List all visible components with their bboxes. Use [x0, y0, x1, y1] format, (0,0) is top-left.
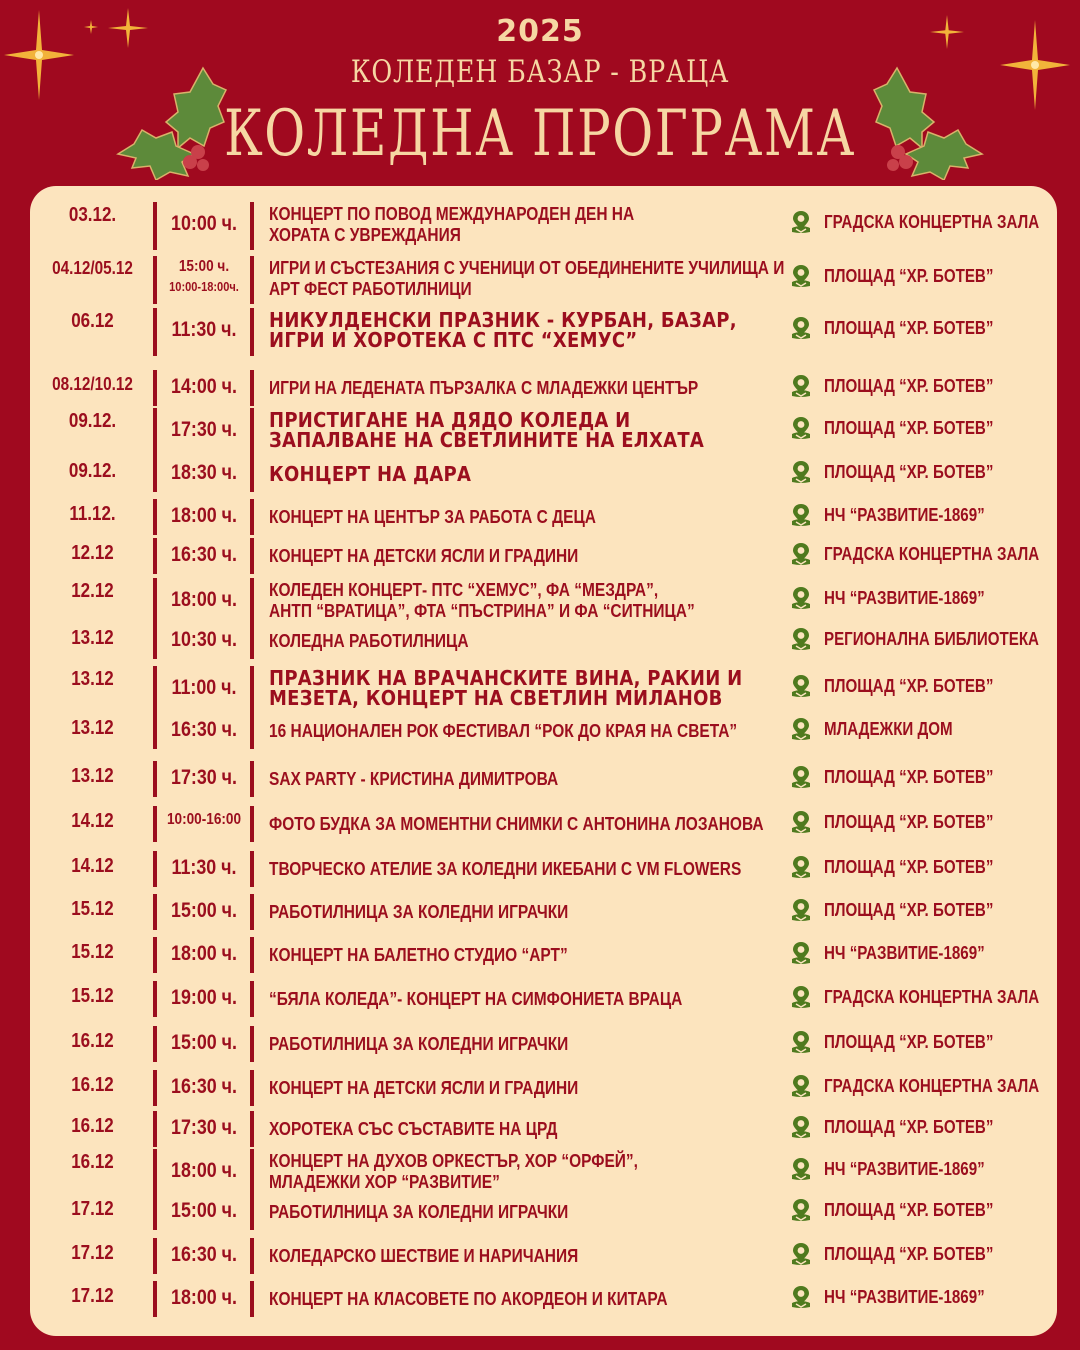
venue-label: ГРАДСКА КОНЦЕРТНА ЗАЛА [824, 986, 1040, 1007]
event-time: 10:00 ч. [171, 212, 237, 235]
schedule-row [30, 1281, 1057, 1317]
schedule-row [30, 1149, 1057, 1197]
event-time: 10:30 ч. [171, 628, 237, 651]
event-date: 17.12 [71, 1198, 114, 1220]
event-venue [790, 1030, 1055, 1054]
event-line: ХОРАТА С УВРЕЖДАНИЯ [269, 225, 461, 245]
event-line: КОНЦЕРТ НА ДЕТСКИ ЯСЛИ И ГРАДИНИ [269, 546, 579, 566]
divider [250, 623, 254, 659]
event-date: 13.12 [71, 717, 114, 739]
event-line: КОНЦЕРТ НА ДЕТСКИ ЯСЛИ И ГРАДИНИ [269, 1078, 579, 1098]
divider [153, 202, 157, 250]
divider [250, 578, 254, 626]
event-line: МЕЗЕТА, КОНЦЕРТ НА СВЕТЛИН МИЛАНОВ [269, 686, 723, 710]
event-date: 14.12 [71, 855, 114, 877]
map-pin-icon [790, 941, 812, 965]
map-pin-icon [790, 374, 812, 398]
event-venue [790, 542, 1055, 566]
divider [250, 1238, 254, 1274]
map-pin-icon [790, 316, 812, 340]
event-description [269, 721, 738, 742]
divider [250, 851, 254, 887]
event-description [269, 378, 716, 399]
event-date: 13.12 [71, 765, 114, 787]
event-venue [790, 416, 1055, 440]
schedule-row [30, 851, 1057, 887]
event-description [269, 769, 716, 790]
map-pin-icon [790, 1030, 812, 1054]
event-description [269, 546, 716, 567]
event-venue [790, 374, 1055, 398]
event-venue [790, 1115, 1055, 1139]
schedule-row [30, 1238, 1057, 1274]
event-description [269, 1151, 716, 1193]
event-line: КОЛЕДНА РАБОТИЛНИЦА [269, 631, 469, 651]
event-time: 17:30 ч. [171, 1116, 237, 1139]
event-line: РАБОТИЛНИЦА ЗА КОЛЕДНИ ИГРАЧКИ [269, 1202, 569, 1222]
schedule-row [30, 1194, 1057, 1230]
event-time-secondary: 10:00-18:00ч. [169, 279, 239, 294]
divider [250, 499, 254, 535]
map-pin-icon [790, 985, 812, 1009]
event-date: 09.12. [68, 460, 117, 482]
map-pin-icon [790, 416, 812, 440]
event-line: ИГРИ НА ЛЕДЕНАТА ПЪРЗАЛКА С МЛАДЕЖКИ ЦЕНТЪР [269, 378, 699, 398]
event-date: 13.12 [71, 627, 114, 649]
venue-label: ПЛОЩАД “ХР. БОТЕВ” [824, 417, 994, 438]
event-line: ИГРИ И ХОРОТЕКА С ПТС “ХЕМУС” [269, 328, 638, 352]
map-pin-icon [790, 765, 812, 789]
divider [153, 1070, 157, 1106]
event-venue [790, 627, 1055, 651]
event-time: 17:30 ч. [171, 418, 237, 441]
event-date: 12.12 [71, 542, 114, 564]
event-date: 06.12 [71, 310, 114, 332]
divider [153, 1281, 157, 1317]
schedule-row [30, 761, 1057, 797]
subtitle: КОЛЕДЕН БАЗАР - ВРАЦА [350, 54, 730, 90]
event-venue [790, 717, 1055, 741]
event-time: 16:30 ч. [171, 1243, 237, 1266]
venue-label: ГРАДСКА КОНЦЕРТНА ЗАЛА [824, 543, 1040, 564]
page-title: КОЛЕДНА ПРОГРАМА [224, 97, 856, 171]
event-date: 17.12 [71, 1242, 114, 1264]
event-description [269, 666, 743, 710]
map-pin-icon [790, 1285, 812, 1309]
schedule-row [30, 981, 1057, 1017]
event-description [269, 310, 737, 350]
event-date: 03.12. [68, 204, 117, 226]
divider [250, 1149, 254, 1197]
event-description [269, 814, 764, 835]
event-date: 04.12/05.12 [52, 258, 133, 278]
divider [250, 666, 254, 714]
venue-label: ГРАДСКА КОНЦЕРТНА ЗАЛА [824, 1075, 1040, 1096]
divider [153, 308, 157, 356]
event-time: 18:00 ч. [171, 1286, 237, 1309]
event-description [269, 945, 716, 966]
event-venue [790, 1074, 1055, 1098]
event-line: “БЯЛА КОЛЕДА”- КОНЦЕРТ НА СИМФОНИЕТА ВРАЦА [269, 989, 683, 1009]
schedule-row [30, 894, 1057, 930]
event-description [269, 989, 716, 1010]
event-time: 18:30 ч. [171, 461, 237, 484]
schedule-row [30, 370, 1057, 406]
event-time: 19:00 ч. [171, 986, 237, 1009]
event-time: 15:00 ч. [178, 258, 230, 275]
venue-label: ПЛОЩАД “ХР. БОТЕВ” [824, 461, 994, 482]
event-date: 17.12 [71, 1285, 114, 1307]
year-label: 2025 [496, 14, 584, 49]
map-pin-icon [790, 855, 812, 879]
divider [250, 806, 254, 842]
event-line: ПРАЗНИК НА ВРАЧАНСКИТЕ ВИНА, РАКИИ И [269, 666, 743, 690]
event-date: 16.12 [71, 1115, 114, 1137]
divider [250, 256, 254, 304]
event-venue [790, 810, 1055, 834]
divider [153, 578, 157, 626]
event-venue [790, 985, 1055, 1009]
event-date: 14.12 [71, 810, 114, 832]
event-line: РАБОТИЛНИЦА ЗА КОЛЕДНИ ИГРАЧКИ [269, 902, 569, 922]
divider [250, 761, 254, 797]
map-pin-icon [790, 460, 812, 484]
schedule-row [30, 202, 1057, 250]
event-time: 18:00 ч. [171, 1159, 237, 1182]
map-pin-icon [790, 1157, 812, 1181]
event-time: 18:00 ч. [171, 588, 237, 611]
divider [153, 1111, 157, 1147]
event-description [269, 1246, 716, 1267]
event-line: КОЛЕДЕН КОНЦЕРТ- ПТС “ХЕМУС”, ФА “МЕЗДРА”, [269, 580, 659, 600]
event-venue [790, 460, 1055, 484]
venue-label: ПЛОЩАД “ХР. БОТЕВ” [824, 856, 994, 877]
event-line: КОНЦЕРТ НА БАЛЕТНО СТУДИО “АРТ” [269, 945, 568, 965]
event-venue [790, 210, 1055, 234]
event-line: КОНЦЕРТ ПО ПОВОД МЕЖДУНАРОДЕН ДЕН НА [269, 204, 635, 224]
event-venue [790, 855, 1055, 879]
divider [153, 623, 157, 659]
schedule-row [30, 623, 1057, 659]
event-line: КОЛЕДАРСКО ШЕСТВИЕ И НАРИЧАНИЯ [269, 1246, 579, 1266]
schedule-row [30, 1026, 1057, 1062]
venue-label: ПЛОЩАД “ХР. БОТЕВ” [824, 1116, 994, 1137]
event-line: КОНЦЕРТ НА ДУХОВ ОРКЕСТЪР, ХОР “ОРФЕЙ”, [269, 1151, 638, 1171]
event-line: ТВОРЧЕСКО АТЕЛИЕ ЗА КОЛЕДНИ ИКЕБАНИ С VM FLOWERS [269, 859, 742, 879]
event-line: ИГРИ И СЪСТЕЗАНИЯ С УЧЕНИЦИ ОТ ОБЕДИНЕНИТЕ УЧИЛИЩА И [269, 258, 785, 278]
event-time: 17:30 ч. [171, 766, 237, 789]
event-line: РАБОТИЛНИЦА ЗА КОЛЕДНИ ИГРАЧКИ [269, 1034, 569, 1054]
venue-label: ПЛОЩАД “ХР. БОТЕВ” [824, 265, 994, 286]
divider [250, 713, 254, 749]
event-description [269, 507, 716, 528]
schedule-row [30, 456, 1057, 492]
event-date: 08.12/10.12 [52, 374, 133, 394]
venue-label: ГРАДСКА КОНЦЕРТНА ЗАЛА [824, 211, 1040, 232]
event-time: 11:00 ч. [171, 676, 237, 699]
event-line: АНТП “ВРАТИЦА”, ФТА “ПЪСТРИНА” И ФА “СИТНИЦА” [269, 601, 695, 621]
map-pin-icon [790, 264, 812, 288]
divider [250, 1194, 254, 1230]
venue-label: ПЛОЩАД “ХР. БОТЕВ” [824, 899, 994, 920]
map-pin-icon [790, 717, 812, 741]
schedule-row [30, 937, 1057, 973]
schedule-row [30, 499, 1057, 535]
divider [250, 408, 254, 456]
event-venue [790, 674, 1055, 698]
venue-label: ПЛОЩАД “ХР. БОТЕВ” [824, 766, 994, 787]
event-time: 16:30 ч. [171, 718, 237, 741]
divider [250, 1070, 254, 1106]
event-venue [790, 586, 1055, 610]
venue-label: РЕГИОНАЛНА БИБЛИОТЕКА [824, 628, 1039, 649]
venue-label: НЧ “РАЗВИТИЕ-1869” [824, 1286, 985, 1307]
divider [153, 499, 157, 535]
map-pin-icon [790, 210, 812, 234]
event-description [269, 410, 737, 450]
schedule-card [30, 186, 1057, 1336]
event-date: 16.12 [71, 1151, 114, 1173]
event-time: 11:30 ч. [171, 856, 237, 879]
map-pin-icon [790, 503, 812, 527]
divider [250, 1111, 254, 1147]
event-date: 15.12 [71, 985, 114, 1007]
event-time: 15:00 ч. [171, 1199, 237, 1222]
divider [250, 202, 254, 250]
divider [153, 370, 157, 406]
event-time: 14:00 ч. [171, 375, 237, 398]
venue-label: ПЛОЩАД “ХР. БОТЕВ” [824, 675, 994, 696]
event-venue [790, 941, 1055, 965]
divider [153, 538, 157, 574]
poster-header [0, 0, 1080, 186]
schedule-row [30, 538, 1057, 574]
event-date: 12.12 [71, 580, 114, 602]
divider [250, 981, 254, 1017]
event-line: 16 НАЦИОНАЛЕН РОК ФЕСТИВАЛ “РОК ДО КРАЯ НА СВЕТА” [269, 721, 738, 741]
schedule-row [30, 806, 1057, 842]
divider [153, 894, 157, 930]
event-description [269, 464, 737, 484]
event-venue [790, 264, 1055, 288]
event-venue [790, 1157, 1055, 1181]
event-line: КОНЦЕРТ НА КЛАСОВЕТЕ ПО АКОРДЕОН И КИТАРА [269, 1289, 668, 1309]
divider [250, 1026, 254, 1062]
map-pin-icon [790, 674, 812, 698]
event-time: 18:00 ч. [171, 504, 237, 527]
divider [153, 761, 157, 797]
event-date: 16.12 [71, 1030, 114, 1052]
event-date: 11.12. [69, 503, 116, 525]
divider [250, 937, 254, 973]
event-description [269, 1034, 716, 1055]
venue-label: НЧ “РАЗВИТИЕ-1869” [824, 942, 985, 963]
event-time: 16:30 ч. [171, 1075, 237, 1098]
venue-label: ПЛОЩАД “ХР. БОТЕВ” [824, 1031, 994, 1052]
event-time: 11:30 ч. [171, 318, 237, 341]
divider [153, 937, 157, 973]
schedule-row [30, 666, 1057, 714]
event-description [269, 204, 716, 246]
event-description [269, 1078, 716, 1099]
event-description [269, 859, 742, 880]
event-date: 09.12. [68, 410, 117, 432]
event-time: 15:00 ч. [171, 1031, 237, 1054]
event-line: ЗАПАЛВАНЕ НА СВЕТЛИНИТЕ НА ЕЛХАТА [269, 428, 705, 452]
map-pin-icon [790, 586, 812, 610]
map-pin-icon [790, 1074, 812, 1098]
event-venue [790, 898, 1055, 922]
venue-label: ПЛОЩАД “ХР. БОТЕВ” [824, 1243, 994, 1264]
divider [153, 1149, 157, 1197]
divider [153, 666, 157, 714]
venue-label: ПЛОЩАД “ХР. БОТЕВ” [824, 1199, 994, 1220]
map-pin-icon [790, 1198, 812, 1222]
event-venue [790, 316, 1055, 340]
event-venue [790, 503, 1055, 527]
venue-label: ПЛОЩАД “ХР. БОТЕВ” [824, 811, 994, 832]
divider [250, 1281, 254, 1317]
divider [153, 851, 157, 887]
event-date: 15.12 [71, 941, 114, 963]
event-line: АРТ ФЕСТ РАБОТИЛНИЦИ [269, 279, 472, 299]
divider [250, 894, 254, 930]
divider [153, 1238, 157, 1274]
divider [153, 256, 157, 304]
divider [153, 1026, 157, 1062]
map-pin-icon [790, 898, 812, 922]
schedule-row [30, 1070, 1057, 1106]
schedule-row [30, 1111, 1057, 1147]
venue-label: ПЛОЩАД “ХР. БОТЕВ” [824, 317, 994, 338]
event-line: КОНЦЕРТ НА ДАРА [269, 462, 472, 486]
event-time: 18:00 ч. [171, 942, 237, 965]
divider [153, 408, 157, 456]
event-line: ПРИСТИГАНЕ НА ДЯДО КОЛЕДА И [269, 408, 631, 432]
schedule-row [30, 308, 1057, 356]
event-description [269, 580, 716, 622]
event-line: МЛАДЕЖКИ ХОР “РАЗВИТИЕ” [269, 1172, 500, 1192]
event-description [269, 631, 716, 652]
map-pin-icon [790, 542, 812, 566]
event-date: 16.12 [71, 1074, 114, 1096]
divider [153, 1194, 157, 1230]
event-line: SAX PARTY - КРИСТИНА ДИМИТРОВА [269, 769, 559, 789]
schedule-row [30, 408, 1057, 456]
event-date: 15.12 [71, 898, 114, 920]
event-description [269, 1289, 716, 1310]
divider [250, 456, 254, 492]
event-time: 15:00 ч. [171, 899, 237, 922]
venue-label: НЧ “РАЗВИТИЕ-1869” [824, 504, 985, 525]
event-venue [790, 1285, 1055, 1309]
schedule-row [30, 578, 1057, 626]
event-date: 13.12 [71, 668, 114, 690]
schedule-row [30, 256, 1057, 304]
event-description [269, 902, 716, 923]
schedule-row [30, 713, 1057, 749]
venue-label: ПЛОЩАД “ХР. БОТЕВ” [824, 375, 994, 396]
venue-label: МЛАДЕЖКИ ДОМ [824, 718, 953, 739]
event-description [269, 258, 785, 300]
map-pin-icon [790, 1242, 812, 1266]
divider [153, 981, 157, 1017]
venue-label: НЧ “РАЗВИТИЕ-1869” [824, 1158, 985, 1179]
divider [153, 713, 157, 749]
event-line: ХОРОТЕКА СЪС СЪСТАВИТЕ НА ЦРД [269, 1119, 558, 1139]
map-pin-icon [790, 627, 812, 651]
map-pin-icon [790, 1115, 812, 1139]
event-line: ФОТО БУДКА ЗА МОМЕНТНИ СНИМКИ С АНТОНИНА ЛОЗАНОВА [269, 814, 764, 834]
event-description [269, 1202, 716, 1223]
event-description [269, 1119, 716, 1140]
event-time: 10:00-16:00 [166, 811, 242, 828]
divider [153, 806, 157, 842]
event-venue [790, 765, 1055, 789]
divider [250, 308, 254, 356]
divider [250, 538, 254, 574]
event-time: 16:30 ч. [171, 543, 237, 566]
event-line: КОНЦЕРТ НА ЦЕНТЪР ЗА РАБОТА С ДЕЦА [269, 507, 596, 527]
divider [153, 456, 157, 492]
map-pin-icon [790, 810, 812, 834]
divider [250, 370, 254, 406]
venue-label: НЧ “РАЗВИТИЕ-1869” [824, 587, 985, 608]
event-line: НИКУЛДЕНСКИ ПРАЗНИК - КУРБАН, БАЗАР, [269, 308, 737, 332]
event-venue [790, 1242, 1055, 1266]
event-venue [790, 1198, 1055, 1222]
